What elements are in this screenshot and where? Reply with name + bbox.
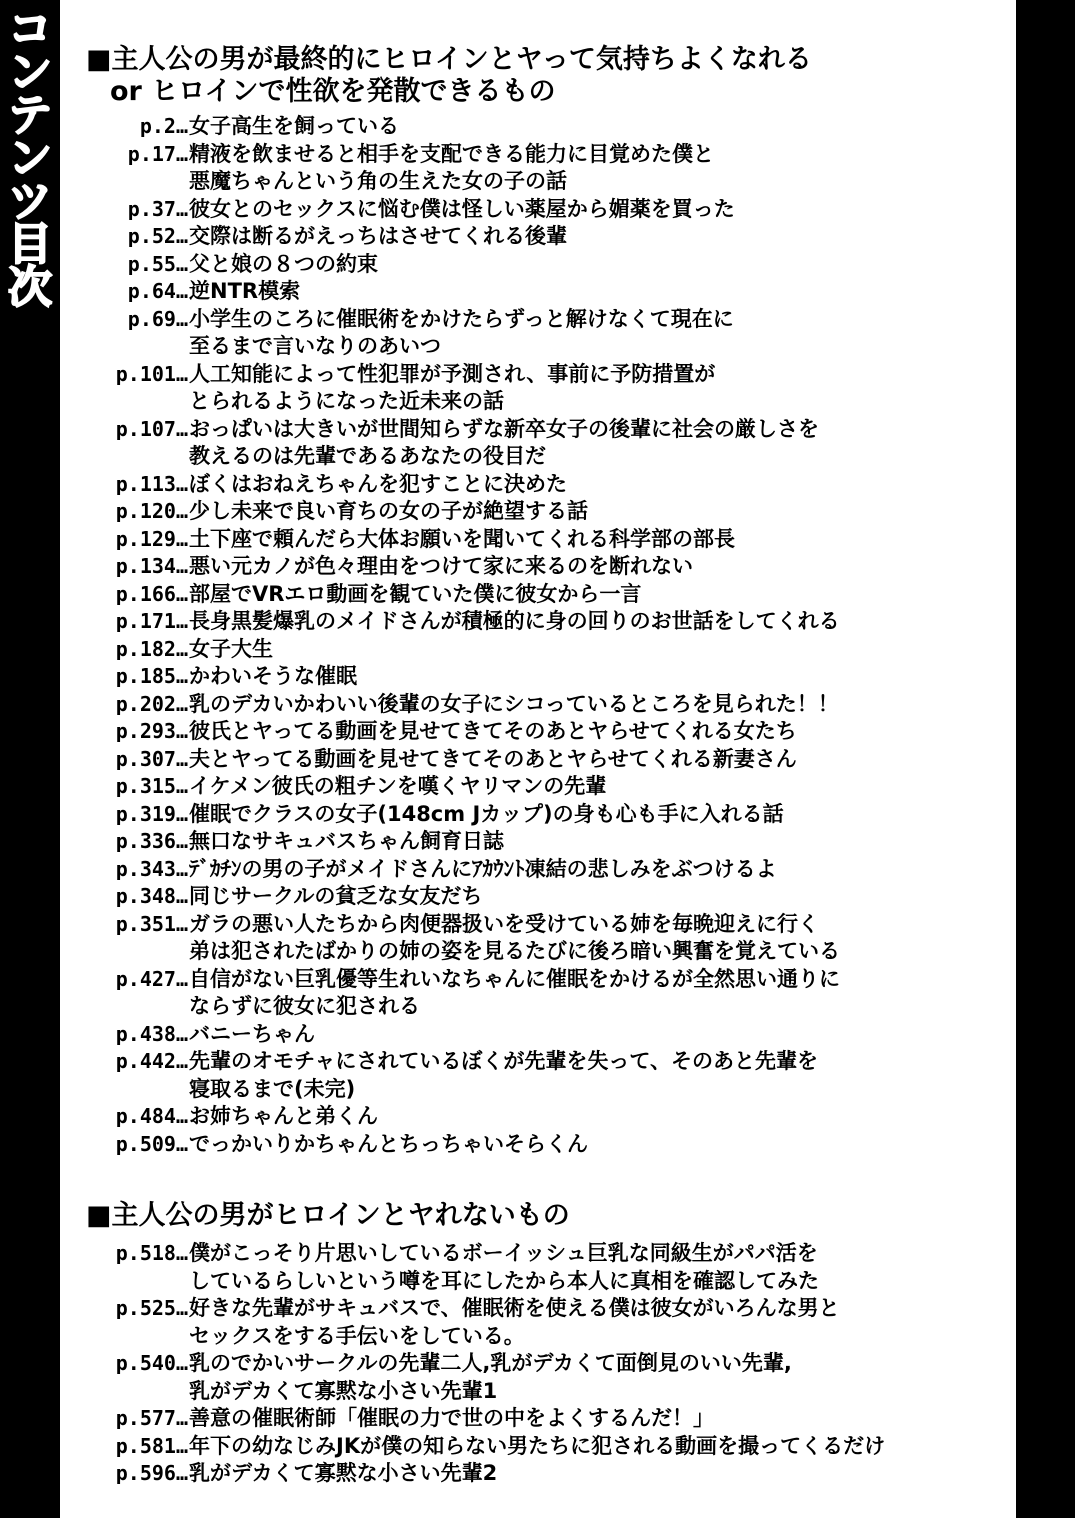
- section-heading-line: ■主人公の男がヒロインとヤれないもの: [86, 1200, 570, 1231]
- toc-entry-title-line: 女子高生を飼っている: [189, 114, 399, 138]
- toc-entry: [0, 251, 1010, 279]
- side-title-char: ン: [8, 133, 52, 184]
- side-title-char: 目: [8, 219, 52, 270]
- toc-page-number: p.2…: [139, 114, 188, 138]
- toc-entry: [0, 1021, 1010, 1049]
- toc-entry-title: [189, 361, 715, 416]
- toc-entry-title-line: 父と娘の８つの約束: [189, 251, 378, 276]
- toc-page-number: p.52…: [127, 224, 188, 248]
- toc-page-number: p.518…: [115, 1241, 188, 1265]
- toc-entry: [0, 498, 1010, 526]
- toc-entry-title-line: ならずに彼女に犯される: [189, 994, 420, 1018]
- toc-entry-title: [189, 416, 819, 471]
- side-title-char: コ: [8, 4, 52, 55]
- toc-entry: [0, 691, 1010, 719]
- toc-entry-title: [189, 608, 840, 636]
- toc-entry-title: [189, 1433, 885, 1461]
- toc-entry-title-line: 年下の幼なじみJKが僕の知らない男たちに犯される動画を撮ってくるだけ: [189, 1433, 886, 1458]
- toc-page-number: p.307…: [115, 746, 188, 771]
- toc-entry-title: [189, 498, 588, 526]
- side-title-char: 次: [8, 262, 52, 313]
- toc-entry-title: [189, 636, 273, 664]
- toc-page-number: p.129…: [115, 526, 188, 551]
- toc-entry: [0, 1433, 1010, 1461]
- toc-entry-title: [189, 306, 734, 361]
- toc-entry: [0, 581, 1010, 609]
- toc-page-number: p.171…: [115, 609, 188, 633]
- toc-entry-title-line: 人工知能によって性犯罪が予測され、事前に予防措置が: [189, 361, 716, 386]
- toc-entry: [0, 801, 1010, 829]
- toc-page-number: p.107…: [115, 416, 188, 441]
- toc-page-number: p.438…: [115, 1021, 188, 1046]
- toc-page-number: p.17…: [127, 141, 188, 166]
- toc-entry-title: [189, 663, 357, 691]
- toc-entry-title: [189, 773, 606, 801]
- toc-entry-title: [189, 251, 378, 279]
- toc-entry: [0, 553, 1010, 581]
- toc-entry-title: [189, 1350, 792, 1405]
- toc-entry: [0, 278, 1010, 306]
- toc-entry: [0, 911, 1010, 966]
- toc-entry-title: [189, 911, 840, 966]
- toc-entry-title-line: 先輩のオモチャにされているぼくが先輩を失って、そのあと先輩を: [189, 1049, 818, 1073]
- toc-page-number: p.525…: [115, 1296, 188, 1320]
- toc-entry-title-line: 悪魔ちゃんという角の生えた女の子の話: [189, 169, 567, 193]
- toc-entry: [0, 828, 1010, 856]
- toc-entry-title-line: でっかいりかちゃんとちっちゃいそらくん: [189, 1131, 588, 1156]
- toc-entry-title-line: お姉ちゃんと弟くん: [189, 1104, 378, 1128]
- toc-page-number: p.55…: [127, 251, 188, 276]
- toc-entry-title-line: 催眠でクラスの女子(148cm Jカップ)の身も心も手に入れる話: [189, 801, 784, 826]
- toc-entry-title: [189, 278, 300, 306]
- section-heading: [86, 44, 812, 108]
- toc-entry-title-line: 乳がデカくて寡黙な小さい先輩2: [189, 1461, 498, 1485]
- toc-entry: [0, 416, 1010, 471]
- toc-entry-title: [189, 1295, 840, 1350]
- section-heading-line: ■主人公の男が最終的にヒロインとヤって気持ちよくなれる: [86, 44, 812, 75]
- toc-entry-title-line: 無口なサキュバスちゃん飼育日誌: [189, 829, 504, 853]
- toc-entry-title-line: 部屋でVRエロ動画を観ていた僕に彼女から一言: [189, 581, 642, 606]
- toc-entry-title: [189, 1131, 588, 1159]
- toc-entry-title: [189, 1021, 315, 1049]
- toc-entry-title-line: しているらしいという噂を耳にしたから本人に真相を確認してみた: [189, 1268, 819, 1293]
- toc-page-number: p.202…: [115, 691, 188, 716]
- toc-entry-title-line: 至るまで言いなりのあいつ: [189, 334, 441, 358]
- toc-entry-title-line: とられるようになった近未来の話: [189, 389, 504, 413]
- toc-page-number: p.336…: [115, 829, 188, 853]
- toc-entry: [0, 883, 1010, 911]
- toc-page-number: p.343…: [115, 856, 188, 881]
- toc-page-number: p.442…: [115, 1049, 188, 1073]
- toc-entry-title-line: かわいそうな催眠: [189, 664, 357, 688]
- toc-entry: [0, 361, 1010, 416]
- toc-entry-title-line: 土下座で頼んだら大体お願いを聞いてくれる科学部の部長: [189, 526, 735, 551]
- toc-entry-title-line: 夫とヤってる動画を見せてきてそのあとヤらせてくれる新妻さん: [189, 746, 797, 771]
- toc-entry: [0, 1405, 1010, 1433]
- toc-entry-title: [189, 966, 840, 1021]
- toc-entry-title-line: 精液を飲ませると相手を支配できる能力に目覚めた僕と: [189, 141, 714, 166]
- section-heading: [86, 1200, 570, 1232]
- toc-page-number: p.134…: [115, 554, 188, 578]
- toc-entry-title-line: 好きな先輩がサキュバスで、催眠術を使える僕は彼女がいろんな男と: [189, 1296, 840, 1320]
- toc-entry-title: [189, 581, 641, 609]
- toc-entry: [0, 1048, 1010, 1103]
- toc-page-number: p.120…: [115, 499, 188, 523]
- toc-entry-title-line: 寝取るまで(未完): [189, 1076, 356, 1101]
- toc-entry: [0, 773, 1010, 801]
- toc-entry-title: [189, 141, 714, 196]
- toc-page-number: p.348…: [115, 884, 188, 908]
- toc-entry-title-line: 彼氏とヤってる動画を見せてきてそのあとヤらせてくれる女たち: [189, 719, 797, 743]
- toc-page-number: p.581…: [115, 1433, 188, 1458]
- toc-entry-title: [189, 718, 797, 746]
- toc-entry-title: [189, 1240, 819, 1295]
- toc-entry: [0, 1240, 1010, 1295]
- toc-entry: [0, 223, 1010, 251]
- toc-entry-title: [189, 1460, 497, 1488]
- toc-page-number: p.319…: [115, 801, 188, 826]
- toc-entry-title-line: ぼくはおねえちゃんを犯すことに決めた: [189, 471, 567, 496]
- toc-entry: [0, 141, 1010, 196]
- toc-entry: [0, 306, 1010, 361]
- toc-entry-title-line: 自信がない巨乳優等生れいなちゃんに催眠をかけるが全然思い通りに: [189, 966, 840, 991]
- toc-entry-title: [189, 223, 567, 251]
- toc-entry-title-line: 小学生のころに催眠術をかけたらずっと解けなくて現在に: [189, 306, 734, 331]
- toc-entry-title-line: バニーちゃん: [189, 1021, 315, 1046]
- toc-page-number: p.596…: [115, 1461, 188, 1485]
- toc-entry-title-line: ﾃﾞｶﾁﾝの男の子がメイドさんにｱｶｳﾝﾄ凍結の悲しみをぶつけるよ: [189, 856, 777, 881]
- toc-page-number: p.351…: [115, 911, 188, 936]
- toc-page-number: p.182…: [115, 636, 188, 661]
- toc-entry-title-line: 乳のでかいサークルの先輩二人,乳がデカくて面倒見のいい先輩,: [189, 1351, 792, 1375]
- toc-page-number: p.577…: [115, 1406, 188, 1430]
- toc-entry-title: [189, 526, 735, 554]
- toc-page-number: p.540…: [115, 1351, 188, 1375]
- toc-entry: [0, 196, 1010, 224]
- toc-entry: [0, 113, 1010, 141]
- toc-entry-title: [189, 1405, 714, 1433]
- toc-entry-title-line: 僕がこっそり片思いしているボーイッシュ巨乳な同級生がパパ活を: [189, 1241, 818, 1265]
- toc-entry-title: [189, 113, 399, 141]
- toc-entry-title-line: 交際は断るがえっちはさせてくれる後輩: [189, 224, 567, 248]
- toc-entry: [0, 608, 1010, 636]
- toc-entry: [0, 1131, 1010, 1159]
- section-heading-line: or ヒロインで性欲を発散できるもの: [110, 76, 556, 107]
- toc-entry-title-line: 教えるのは先輩であるあなたの役目だ: [189, 444, 546, 468]
- toc-entry-title-line: 彼女とのセックスに悩む僕は怪しい薬屋から媚薬を買った: [189, 196, 735, 221]
- toc-entry-title: [189, 856, 777, 884]
- toc-entry: [0, 471, 1010, 499]
- toc-entry-title-line: 乳のデカいかわいい後輩の女子にシコっているところを見られた！！: [189, 691, 839, 716]
- toc-entry-title: [189, 691, 839, 719]
- toc-entry: [0, 1460, 1010, 1488]
- toc-page-number: p.185…: [115, 664, 188, 688]
- toc-entry-title-line: 弟は犯されたばかりの姉の姿を見るたびに後ろ暗い興奮を覚えている: [189, 939, 840, 963]
- toc-entry-title-line: おっぱいは大きいが世間知らずな新卒女子の後輩に社会の厳しさを: [189, 416, 819, 441]
- toc-entry-title-line: イケメン彼氏の粗チンを嘆くヤリマンの先輩: [189, 774, 607, 798]
- toc-entry-title-line: 長身黒髪爆乳のメイドさんが積極的に身の回りのお世話をしてくれる: [189, 609, 840, 633]
- toc-entry: [0, 966, 1010, 1021]
- toc-entry-title-line: ガラの悪い人たちから肉便器扱いを受けている姉を毎晩迎えに行く: [189, 911, 819, 936]
- toc-entry-title-line: 善意の催眠術師「催眠の力で世の中をよくするんだ！」: [189, 1406, 714, 1430]
- toc-entry: [0, 663, 1010, 691]
- toc-page-number: p.166…: [115, 581, 188, 606]
- toc-entry-title: [189, 828, 504, 856]
- toc-entry-title-line: 乳がデカくて寡黙な小さい先輩1: [189, 1378, 498, 1403]
- toc-entry: [0, 856, 1010, 884]
- toc-entry: [0, 718, 1010, 746]
- side-title-char: ン: [8, 47, 52, 98]
- toc-entry: [0, 1350, 1010, 1405]
- toc-entry-title: [189, 1048, 818, 1103]
- toc-entry-title-line: 少し未来で良い育ちの女の子が絶望する話: [189, 499, 588, 523]
- toc-entry: [0, 636, 1010, 664]
- toc-entry: [0, 746, 1010, 774]
- toc-page-number: p.69…: [127, 306, 188, 331]
- toc-page-number: p.315…: [115, 774, 188, 798]
- side-title-char: テ: [8, 90, 52, 141]
- toc-page-number: p.293…: [115, 719, 188, 743]
- toc-entry-title: [189, 1103, 378, 1131]
- toc-entry: [0, 526, 1010, 554]
- toc-entry-title-line: 悪い元カノが色々理由をつけて家に来るのを断れない: [189, 554, 693, 578]
- toc-entry-title-line: 女子大生: [189, 636, 273, 661]
- toc-entry-title-line: 同じサークルの貧乏な女友だち: [189, 884, 483, 908]
- toc-page-number: p.113…: [115, 471, 188, 496]
- toc-page-number: p.484…: [115, 1104, 188, 1128]
- toc-page-number: p.509…: [115, 1131, 188, 1156]
- toc-page-number: p.64…: [127, 279, 188, 303]
- toc-entry-title: [189, 801, 784, 829]
- toc-entry-title: [189, 196, 735, 224]
- side-title-char: ツ: [8, 176, 52, 227]
- toc-entry-title: [189, 883, 482, 911]
- toc-page-number: p.427…: [115, 966, 188, 991]
- toc-entry: [0, 1295, 1010, 1350]
- toc-entry-title-line: セックスをする手伝いをしている。: [189, 1323, 525, 1348]
- toc-entry-title: [189, 746, 797, 774]
- toc-page-number: p.37…: [127, 196, 188, 221]
- toc-entry-title: [189, 471, 567, 499]
- toc-page-number: p.101…: [115, 361, 188, 386]
- toc-entry: [0, 1103, 1010, 1131]
- toc-entry-title-line: 逆NTR模索: [189, 279, 301, 303]
- toc-entry-title: [189, 553, 693, 581]
